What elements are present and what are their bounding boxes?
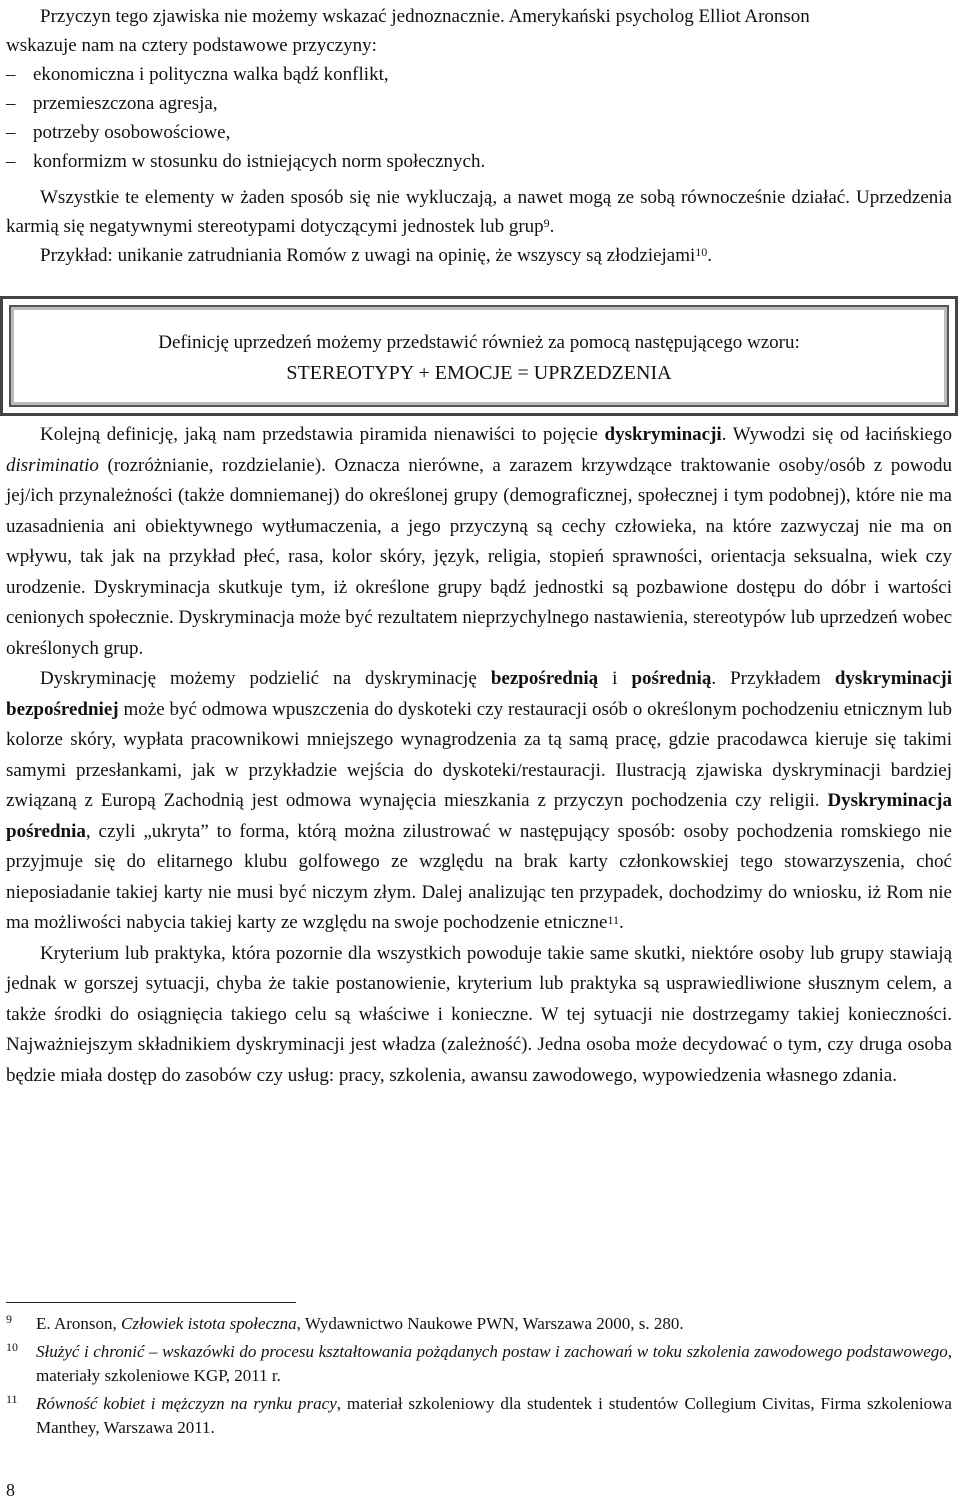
dash-bullet: –: [6, 64, 16, 85]
footnote-ref: 11: [607, 913, 619, 927]
footnote-ref: 10: [695, 245, 708, 259]
paragraph-group-1: [6, 183, 952, 270]
list-item: – potrzeby osobowościowe,: [6, 118, 485, 147]
paragraph: Dyskryminację możemy podzielić na dyskryminację bezpośrednią i pośrednią. Przykładem dyskryminacji bezpośredniej może być odmowa wpuszczenia do dyskoteki czy restauracji osób o określonym pochodzeniu etnicznym lub kolorze skóry, wypłata pracownikowi mniejszego wynagrodzenia za tą samą pracę, gdzie pracodawca kieruje się takimi samymi przesłankami, jak w przykładzie wejścia do dyskoteki/restauracji. Ilustracją zjawiska dyskryminacji bardziej związaną z Europą Zachodnią jest odmowa wynajęcia mieszkania z przyczyn pochodzenia czy religii. Dyskryminacja pośrednia, czyli „ukryta” to forma, którą można zilustrować w następujący sposób: osoby pochodzenia romskiego nie przyjmuje się do elitarnego klubu golfowego ze względu na brak karty członkowskiej tego stowarzyszenia, choć nieposiadanie takiej karty nie musi być niczym złym. Dalej analizując ten przypadek, dochodzimy do wniosku, iż Rom nie ma możliwości nabycia takiej karty ze względu na swoje pochodzenie etniczne$^{11}$.: [6, 668, 952, 933]
dash-bullet: –: [6, 122, 16, 143]
causes-list: [6, 60, 485, 176]
footnote: 11 Równość kobiet i mężczyzn na rynku pracy, materiał szkoleniowy dla studentek i studentów Collegium Civitas, Firma szkoleniowa Manthey, Warszawa 2011.: [6, 1392, 952, 1440]
dash-bullet: –: [6, 151, 16, 172]
dash-bullet: –: [6, 93, 16, 114]
formula: STEREOTYPY + EMOCJE = UPRZEDZENIA: [286, 362, 672, 384]
footnote-separator: [6, 1302, 296, 1303]
footnote-number: 9: [6, 1312, 12, 1326]
paragraph-group-2: [6, 420, 952, 1091]
paragraph: Kryterium lub praktyka, która pozornie dla wszystkich powoduje takie same skutki, niektóre osoby lub grupy stawiają jednak w gorszej sytuacji, chyba że takie postanowienie, kryterium lub praktyka są usprawiedliwione słusznym celem, a także środki do osiągnięcia takiego celu są właściwe i konieczne. W tej sytuacji nie dostrzegamy takiej konieczności. Najważniejszym składnikiem dyskryminacji jest władza (zależność). Jedna osoba może decydować o tym, czy druga osoba będzie miała dostęp do zasobów czy usług: pracy, szkolenia, awansu zawodowego, wypowiedzenia własnego zdania.: [6, 942, 952, 1086]
intro-line-1: Przyczyn tego zjawiska nie możemy wskazać jednoznacznie. Amerykański psycholog Elliot Aronson: [40, 6, 810, 27]
list-item: – konformizm w stosunku do istniejących norm społecznych.: [6, 147, 485, 176]
footnotes: [6, 1312, 952, 1444]
footnote: 10 Służyć i chronić – wskazówki do procesu kształtowania pożądanych postaw i zachowań w toku szkolenia zawodowego podstawowego, materiały szkoleniowe KGP, 2011 r.: [6, 1340, 952, 1388]
paragraph: Kolejną definicję, jaką nam przedstawia piramida nienawiści to pojęcie dyskryminacji. Wywodzi się od łacińskiego disriminatio (rozróżnianie, rozdzielanie). Oznacza nierówne, a zarazem krzywdzące traktowanie osoby/osób z powodu jej/ich przynależności (także domniemanej) do określonej grupy (demograficznej, społecznej i tym podobnej), które nie ma uzasadnienia ani obiektywnego wytłumaczenia, a jego przyczyną są cechy człowieka, na które zazwyczaj nie ma on wpływu, tak jak na przykład płeć, rasa, kolor skóry, język, religia, stopień sprawności, orientacja seksualna, wiek czy urodzenie. Dyskryminacja skutkuje tym, iż określone grupy bądź jednostki są pozbawione dostępu do dóbr i wartości cenionych społecznie. Dyskryminacja może być rezultatem nieprzychylnego nastawienia, stereotypów lub uprzedzeń wobec określonych grup.: [6, 424, 952, 659]
intro-line-2: wskazuje nam na cztery podstawowe przyczyny:: [6, 35, 377, 56]
list-item: – przemieszczona agresja,: [6, 89, 485, 118]
page-number: 8: [6, 1480, 15, 1500]
formula-box-inner: [9, 305, 949, 407]
paragraph: Wszystkie te elementy w żaden sposób się nie wykluczają, a nawet mogą ze sobą równocześnie działać. Uprzedzenia karmią się negatywnymi stereotypami dotyczącymi jednostek lub grup$^9$.: [6, 187, 952, 237]
footnote-number: 10: [6, 1340, 18, 1354]
list-item: – ekonomiczna i polityczna walka bądź konflikt,: [6, 60, 485, 89]
footnote: 9 E. Aronson, Człowiek istota społeczna, Wydawnictwo Naukowe PWN, Warszawa 2000, s. 280.: [6, 1312, 952, 1336]
footnote-ref: 9: [543, 216, 550, 230]
formula-intro: Definicję uprzedzeń możemy przedstawić również za pomocą następującego wzoru:: [158, 332, 800, 353]
paragraph: Przykład: unikanie zatrudniania Romów z uwagi na opinię, że wszyscy są złodziejami$^{10}$.: [40, 245, 713, 266]
footnote-number: 11: [6, 1392, 18, 1406]
formula-box: [0, 296, 958, 416]
